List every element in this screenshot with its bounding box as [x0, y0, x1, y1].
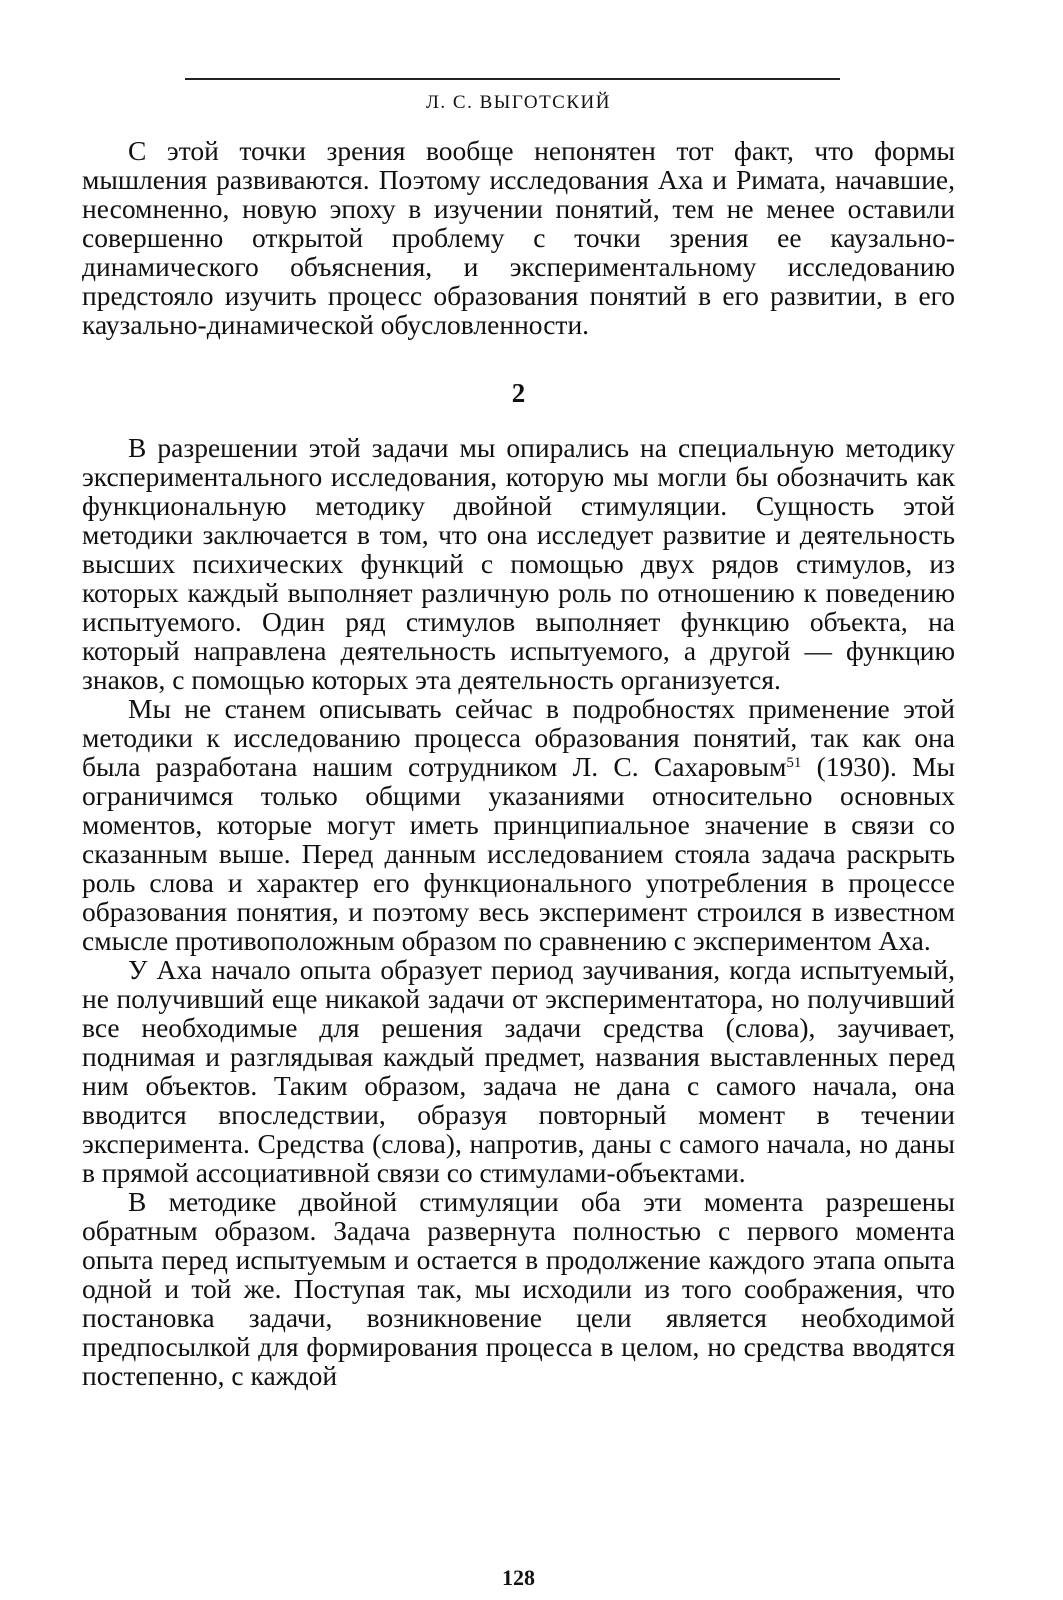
footnote-marker: 51	[786, 755, 802, 771]
section-number: 2	[511, 378, 526, 408]
paragraph: С этой точки зрения вообще непонятен тот факт, что формы мышления развиваются. Поэтому исследования Аха и Римата, начавшие, несомненно, новую эпоху в изучении понятий, тем не менее оставили совершенно открытой проблему с точки зрения ее каузально-динамического объяснения, и экспериментальному исследованию предстояло изучить процесс образования понятий в его развитии, в его каузально-динамической обусловленности.	[82, 135, 955, 340]
section-body	[82, 433, 955, 1390]
running-head: Л. С. ВЫГОТСКИЙ	[426, 92, 611, 113]
paragraph	[82, 694, 955, 955]
paragraph: В разрешении этой задачи мы опирались на специальную методику экспериментального исследования, которую мы могли бы обозначить как функциональную методику двойной стимуляции. Сущность этой методики заключается в том, что она исследует развитие и деятельность высших психических функций с помощью двух рядов стимулов, из которых каждый выполняет различную роль по отношению к поведению испытуемого. Один ряд стимулов выполняет функцию объекта, на который направлена деятельность испытуемого, а другой — функцию знаков, с помощью которых эта деятельность организуется.	[82, 432, 955, 695]
paragraph-text: (1930). Мы ограничимся только общими указаниями относительно основных моментов, которые могут иметь принципиальное значение в связи со сказанным выше. Перед данным исследованием стояла задача раскрыть роль слова и характер его функционального употребления в процессе образования понятия, и поэтому весь эксперимент строился в известном смысле противоположным образом по сравнению с экспериментом Аха.	[82, 751, 955, 956]
paragraph: В методике двойной стимуляции оба эти момента разрешены обратным образом. Задача развернута полностью с первого момента опыта перед испытуемым и остается в продолжение каждого этапа опыта одной и той же. Поступая так, мы исходили из того соображения, что постановка задачи, возникновение цели является необходимой предпосылкой для формирования процесса в целом, но средства вводятся постепенно, с каждой	[82, 1186, 955, 1391]
body-text-top	[82, 136, 955, 339]
paragraph: У Аха начало опыта образует период заучивания, когда испытуемый, не получивший еще никакой задачи от экспериментатора, но получивший все необходимые для решения задачи средства (слова), заучивает, поднимая и разглядывая каждый предмет, названия выставленных перед ним объектов. Таким образом, задача не дана с самого начала, она вводится впоследствии, образуя повторный момент в течении эксперимента. Средства (слова), напротив, даны с самого начала, но даны в прямой ассоциативной связи со стимулами-объектами.	[82, 954, 955, 1188]
paragraph-text: Мы не станем описывать сейчас в подробностях применение этой методики к исследованию процесса образования понятий, так как она была разработана нашим сотрудником Л. С. Сахаровым	[82, 693, 955, 782]
page-number: 128	[502, 1565, 535, 1590]
header-rule	[185, 78, 840, 80]
